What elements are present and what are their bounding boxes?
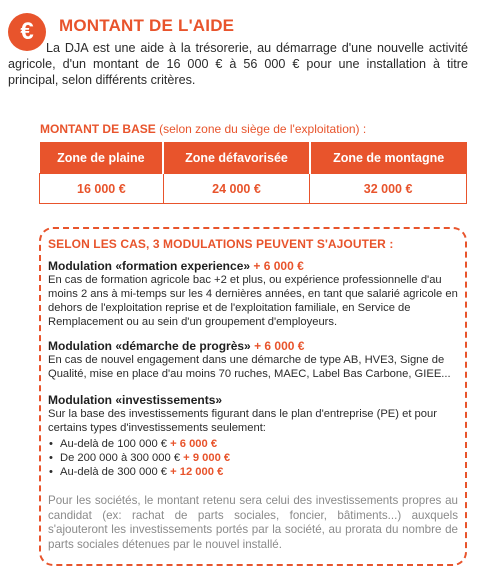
base-amount-table <box>39 142 467 204</box>
modulation-amount: + 6 000 € <box>253 259 304 273</box>
societes-note: Pour les sociétés, le montant retenu sera celui des investissements propres au candidat (ex: rachat de parts sociales, foncier, bâtiments...) auxquels s'ajouteront les investissements portés par la société, au prorata du nombre de parts sociales détenues par le nouvel installé. <box>48 494 458 551</box>
modulation-text: En cas de nouvel engagement dans une démarche de type AB, HVE3, Signe de Qualité, mise en place d'au moins 70 ruches, MAEC, Label Bas Carbone, GIEE... <box>48 354 451 380</box>
column-header-montagne: Zone de montagne <box>310 142 467 174</box>
list-item: • Au-delà de 100 000 € + 6 000 € <box>60 437 460 451</box>
modulation-text: En cas de formation agricole bac +2 et plus, ou expérience professionnelle d'au moins 2 ans à mi-temps sur les 4 dernières années, en tant que salarié agricole en dehors de l'exploitation reprise et de l'exploitation familiale, en Service de Remplacement ou au sein d'un groupement d'employeurs. <box>48 274 458 328</box>
modulation-title: Modulation «formation experience» + 6 000 € <box>48 259 304 273</box>
column-header-defavorisee: Zone défavorisée <box>163 142 310 174</box>
modulation-investissements <box>48 393 460 479</box>
modulation-demarche <box>48 339 460 381</box>
list-item: • Au-delà de 300 000 € + 12 000 € <box>60 465 460 479</box>
modulation-title: Modulation «investissements» <box>48 393 223 407</box>
value-montagne: 32 000 € <box>310 174 467 204</box>
euro-icon: € <box>8 13 46 51</box>
table-row <box>40 174 467 204</box>
base-heading-label: MONTANT DE BASE <box>40 122 156 136</box>
modulations-heading: SELON LES CAS, 3 MODULATIONS PEUVENT S'AJOUTER : <box>48 237 394 251</box>
modulation-amount: + 6 000 € <box>254 339 305 353</box>
intro-paragraph: La DJA est une aide à la trésorerie, au démarrage d'une nouvelle activité agricole, d'un montant de 16 000 € à 56 000 € pour une installation à titre principal, selon différents critères. <box>8 41 468 87</box>
value-defavorisee: 24 000 € <box>163 174 310 204</box>
modulation-formation <box>48 259 460 329</box>
base-amount-heading <box>40 122 366 136</box>
modulation-title: Modulation «démarche de progrès» + 6 000 € <box>48 339 305 353</box>
list-item: • De 200 000 à 300 000 € + 9 000 € <box>60 451 460 465</box>
column-header-plaine: Zone de plaine <box>40 142 164 174</box>
investment-bullets <box>48 437 460 479</box>
base-heading-note: (selon zone du siège de l'exploitation) : <box>159 122 367 136</box>
value-plaine: 16 000 € <box>40 174 164 204</box>
modulation-text: Sur la base des investissements figurant dans le plan d'entreprise (PE) et pour certains types d'investissements seulement: <box>48 408 437 434</box>
section-title: MONTANT DE L'AIDE <box>59 16 235 35</box>
table-header-row <box>40 142 467 174</box>
